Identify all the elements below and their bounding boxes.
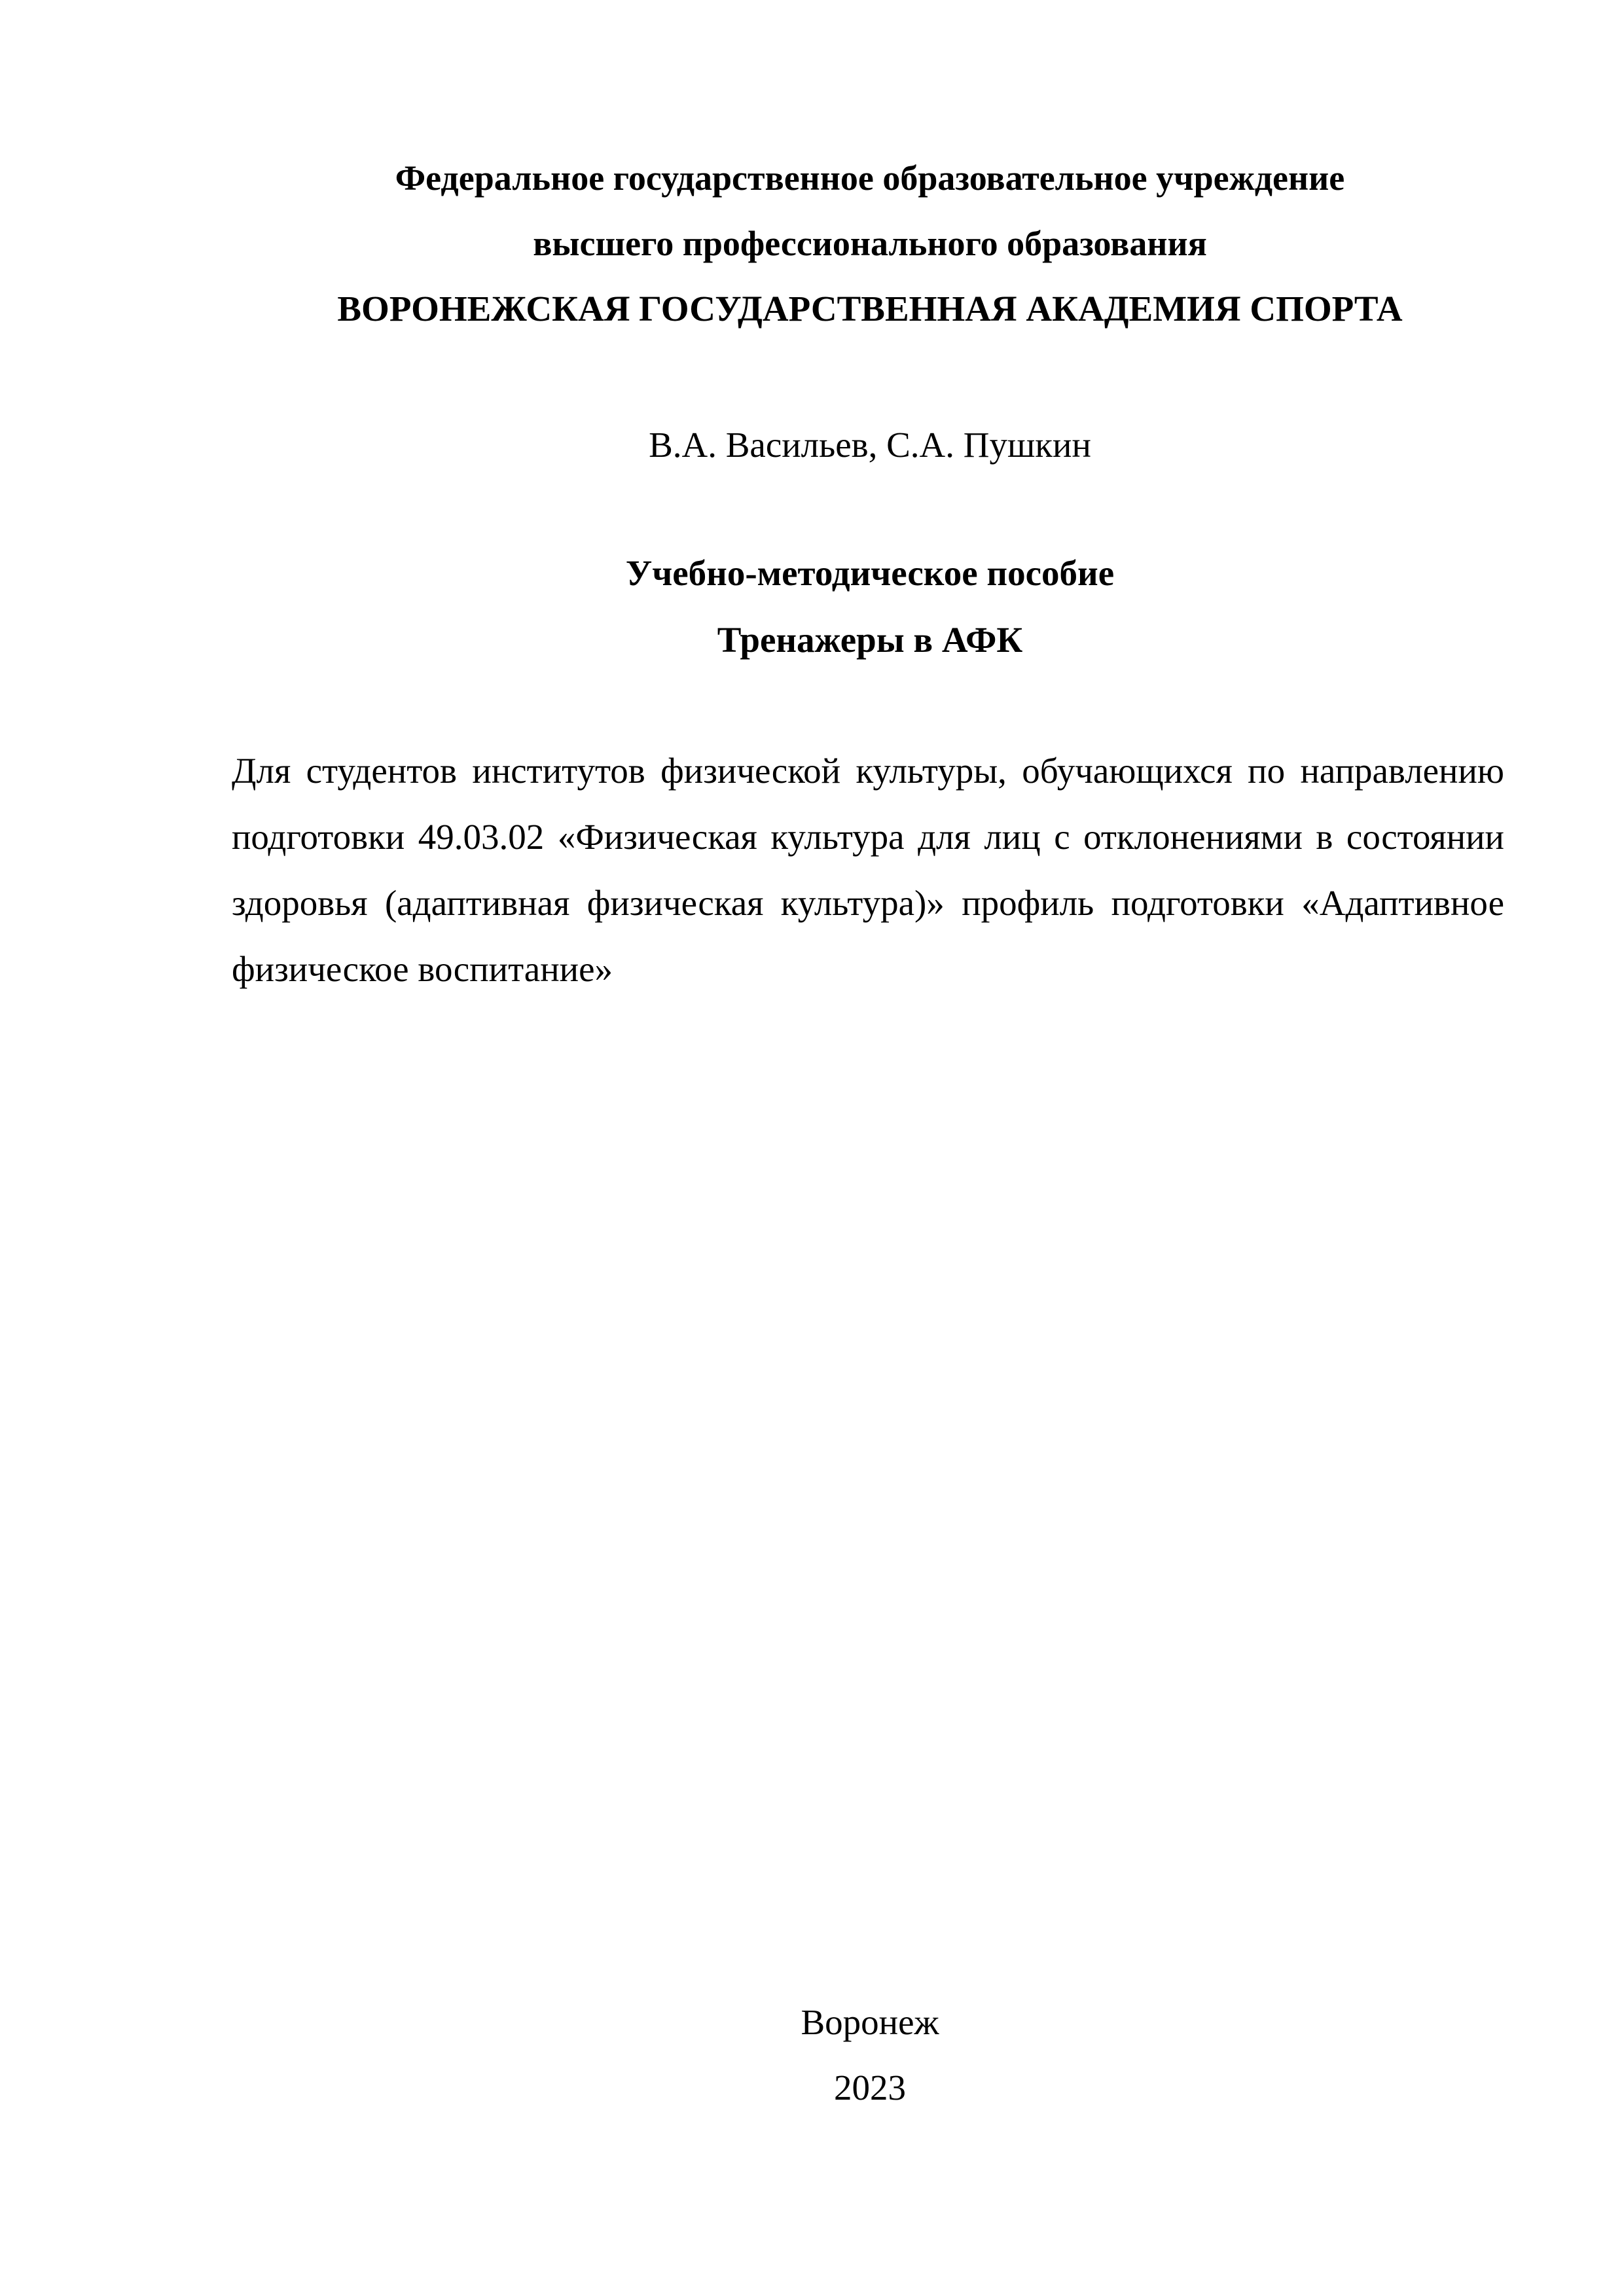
institution-line-1: Федеральное государственное образовательное учреждение — [395, 158, 1345, 198]
imprint — [232, 1990, 1508, 2121]
institution-name: ВОРОНЕЖСКАЯ ГОСУДАРСТВЕННАЯ АКАДЕМИЯ СПОРТА — [337, 289, 1403, 329]
document-title — [232, 540, 1508, 673]
document-name: Тренажеры в АФК — [717, 620, 1023, 660]
document-type: Учебно-методическое пособие — [625, 553, 1115, 593]
imprint-year: 2023 — [834, 2068, 906, 2108]
authors: В.А. Васильев, С.А. Пушкин — [649, 425, 1091, 465]
institution-line-2: высшего профессионального образования — [533, 224, 1207, 263]
imprint-city: Воронеж — [801, 2002, 939, 2042]
audience-description: Для студентов институтов физической культуры, обучающихся по направлению подготовки 49.03.02 «Физическая культура для лиц с отклонениями в состоянии здоровья (адаптивная физическая культура)» профиль подготовки «Адаптивное физическое воспитание» — [232, 751, 1504, 989]
institution-header — [232, 145, 1508, 342]
